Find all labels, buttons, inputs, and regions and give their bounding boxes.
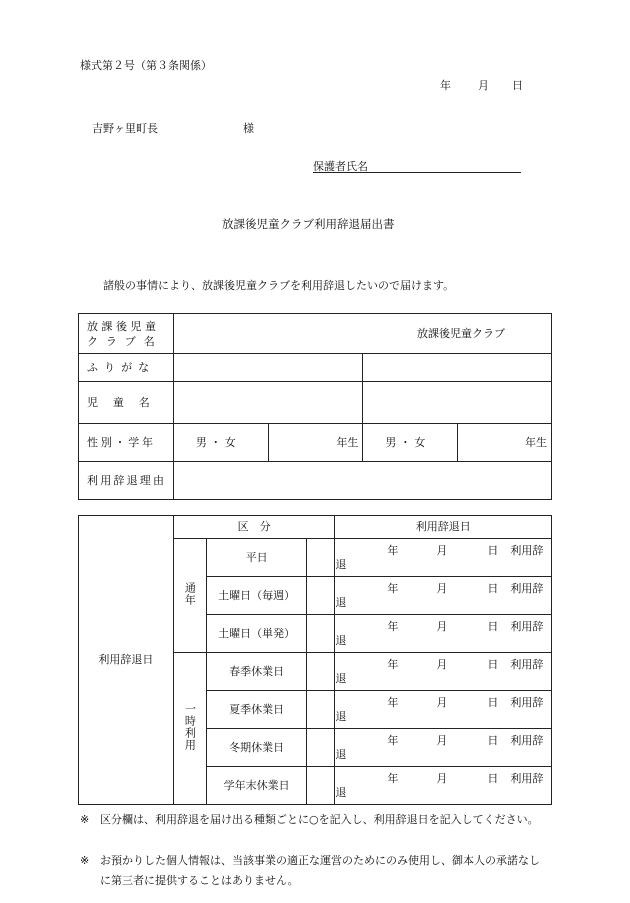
date-header: 利用辞退日 bbox=[335, 516, 552, 539]
furigana-label: ふりがな bbox=[79, 354, 174, 382]
date-cell[interactable]: 年 月 日 利用辞退 bbox=[335, 729, 552, 767]
honorific: 様 bbox=[243, 122, 254, 135]
withdrawal-date-table bbox=[78, 515, 552, 805]
child-name-label: 児童名 bbox=[79, 382, 174, 424]
note-1 bbox=[80, 810, 550, 830]
category-mark-cell[interactable] bbox=[307, 539, 335, 577]
category-mark-cell[interactable] bbox=[307, 691, 335, 729]
gender-grade-label: 性別・学年 bbox=[79, 424, 174, 462]
group-year-round-label: 通年 bbox=[183, 581, 197, 606]
group-temporary-label: 一時利用 bbox=[183, 702, 197, 751]
club-name-label: 放 課 後 児 童 ク ラ ブ 名 bbox=[79, 314, 174, 354]
reason-field[interactable] bbox=[173, 462, 551, 500]
addressee: 吉野ヶ里町長 bbox=[92, 122, 158, 135]
gender-option-1[interactable]: 男 ・ 女 bbox=[173, 424, 268, 462]
date-cell[interactable]: 年 月 日 利用辞退 bbox=[335, 615, 552, 653]
note-text: 区分欄は、利用辞退を届け出る種類ごとに○を記入し、利用辞退日を記入してください。 bbox=[100, 813, 539, 826]
category-label: 土曜日（毎週） bbox=[206, 577, 307, 615]
form-number: 様式第２号（第３条関係） bbox=[80, 59, 212, 72]
date-year: 年 bbox=[440, 79, 451, 92]
group-temporary bbox=[173, 653, 206, 805]
intro-text: 諸般の事情により、放課後児童クラブを利用辞退したいので届けます。 bbox=[103, 279, 455, 292]
page-title: 放課後児童クラブ利用辞退届出書 bbox=[222, 217, 395, 231]
category-mark-cell[interactable] bbox=[307, 767, 335, 805]
club-name-value bbox=[173, 314, 551, 354]
guardian-name-line bbox=[313, 172, 521, 173]
group-year-round bbox=[173, 539, 206, 653]
date-day: 日 bbox=[512, 79, 523, 92]
info-table bbox=[78, 313, 552, 500]
furigana-field-2[interactable] bbox=[363, 354, 552, 382]
date-month: 月 bbox=[478, 79, 489, 92]
category-label: 土曜日（単発） bbox=[206, 615, 307, 653]
note-2 bbox=[80, 851, 550, 891]
child-name-field-1[interactable] bbox=[173, 382, 363, 424]
category-mark-cell[interactable] bbox=[307, 615, 335, 653]
category-mark-cell[interactable] bbox=[307, 653, 335, 691]
category-mark-cell[interactable] bbox=[307, 577, 335, 615]
note-mark: ※ bbox=[80, 813, 90, 826]
category-label: 学年末休業日 bbox=[206, 767, 307, 805]
club-name-text: 放課後児童クラブ bbox=[417, 326, 505, 340]
category-label: 夏季休業日 bbox=[206, 691, 307, 729]
category-label: 平日 bbox=[206, 539, 307, 577]
category-label: 春季休業日 bbox=[206, 653, 307, 691]
date-cell[interactable]: 年 月 日 利用辞退 bbox=[335, 691, 552, 729]
note-mark: ※ bbox=[80, 854, 90, 867]
note-text: お預かりした個人情報は、当該事業の適正な運営のためにのみ使用し、御本人の承諾なしに第三者に提供することはありません。 bbox=[100, 854, 540, 887]
guardian-label: 保護者氏名 bbox=[313, 160, 368, 173]
reason-label: 利用辞退理由 bbox=[79, 462, 174, 500]
date-cell[interactable]: 年 月 日 利用辞退 bbox=[335, 653, 552, 691]
date-cell[interactable]: 年 月 日 利用辞退 bbox=[335, 577, 552, 615]
child-name-field-2[interactable] bbox=[363, 382, 552, 424]
furigana-field-1[interactable] bbox=[173, 354, 363, 382]
gender-option-2[interactable]: 男 ・ 女 bbox=[363, 424, 458, 462]
grade-field-1[interactable]: 年生 bbox=[268, 424, 363, 462]
date-cell[interactable]: 年 月 日 利用辞退 bbox=[335, 767, 552, 805]
category-header: 区 分 bbox=[173, 516, 335, 539]
category-mark-cell[interactable] bbox=[307, 729, 335, 767]
category-label: 冬期休業日 bbox=[206, 729, 307, 767]
withdrawal-date-row-label: 利用辞退日 bbox=[79, 516, 174, 805]
grade-field-2[interactable]: 年生 bbox=[458, 424, 552, 462]
date-cell[interactable]: 年 月 日 利用辞退 bbox=[335, 539, 552, 577]
